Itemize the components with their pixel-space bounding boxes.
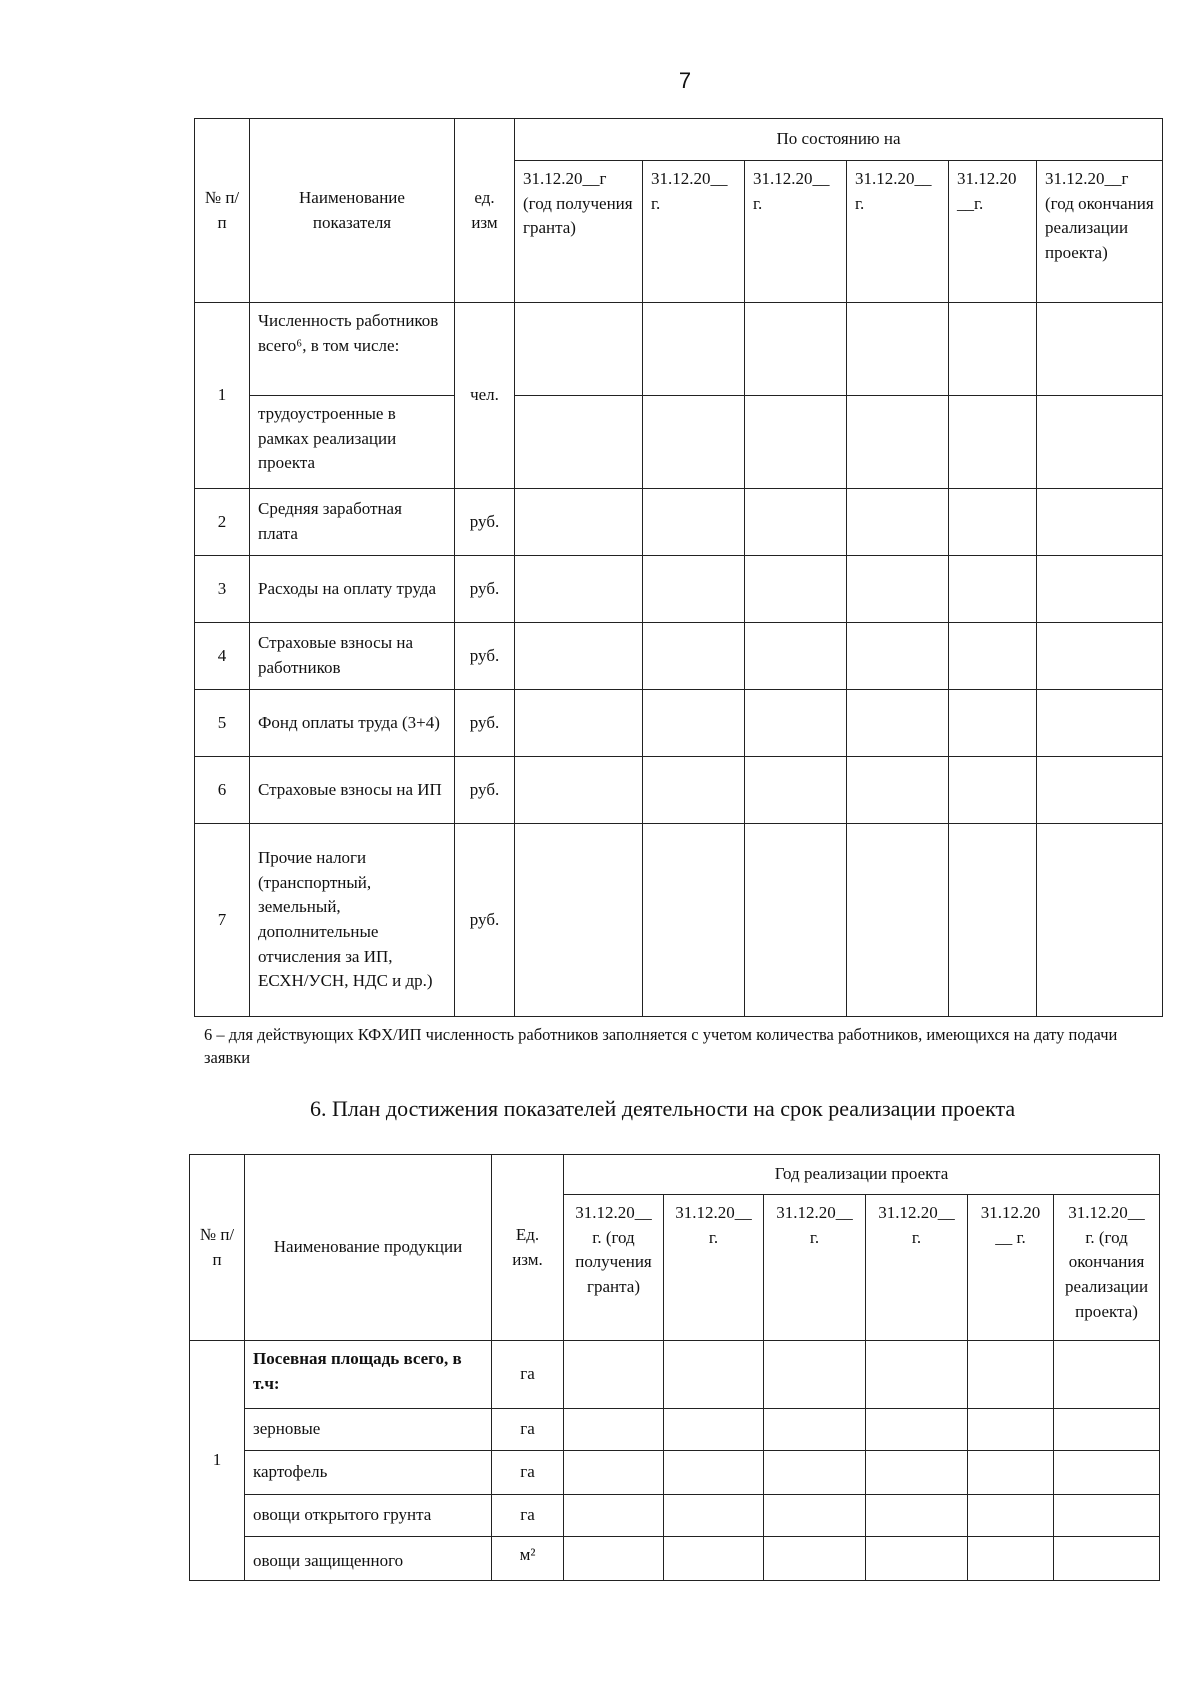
- value-cell[interactable]: [1054, 1495, 1160, 1537]
- value-cell[interactable]: [1054, 1341, 1160, 1409]
- header-project-year: Год реализации проекта: [564, 1155, 1160, 1195]
- value-cell[interactable]: [664, 1495, 764, 1537]
- value-cell[interactable]: [847, 556, 949, 623]
- row-num: 5: [195, 690, 250, 757]
- value-cell[interactable]: [949, 489, 1037, 556]
- value-cell[interactable]: [564, 1409, 664, 1451]
- production-plan-table: [189, 1154, 1160, 1581]
- value-cell[interactable]: [1054, 1537, 1160, 1581]
- row-name: Прочие налоги (транспортный, земельный, дополнительные отчисления за ИП, ЕСХН/УСН, НДС и др.): [250, 824, 455, 1017]
- value-cell[interactable]: [643, 489, 745, 556]
- value-cell[interactable]: [866, 1341, 968, 1409]
- section-heading: 6. План достижения показателей деятельности на срок реализации проекта: [310, 1096, 1016, 1121]
- value-cell[interactable]: [764, 1537, 866, 1581]
- table-row: [190, 1495, 1160, 1537]
- value-cell[interactable]: [515, 303, 643, 396]
- table-row: [195, 556, 1163, 623]
- workforce-indicators-table: [194, 118, 1163, 1017]
- value-cell[interactable]: [1037, 303, 1163, 396]
- value-cell[interactable]: [664, 1537, 764, 1581]
- footnote: 6 – для действующих КФХ/ИП численность работников заполняется с учетом количества работников, имеющихся на дату подачи заявки: [204, 1025, 1118, 1068]
- row-name: Численность работников всего⁶, в том числе:: [250, 303, 455, 396]
- value-cell[interactable]: [1054, 1451, 1160, 1495]
- value-cell[interactable]: [515, 757, 643, 824]
- value-cell[interactable]: [866, 1537, 968, 1581]
- value-cell[interactable]: [1037, 690, 1163, 757]
- value-cell[interactable]: [968, 1409, 1054, 1451]
- header-as-of: По состоянию на: [515, 119, 1163, 161]
- value-cell[interactable]: [866, 1495, 968, 1537]
- value-cell[interactable]: [1037, 556, 1163, 623]
- value-cell[interactable]: [764, 1341, 866, 1409]
- table-row: [190, 1341, 1160, 1409]
- value-cell[interactable]: [745, 303, 847, 396]
- value-cell[interactable]: [745, 690, 847, 757]
- header-date-5: 31.12.20 __г.: [949, 161, 1037, 303]
- row-unit: руб.: [455, 824, 515, 1017]
- value-cell[interactable]: [847, 757, 949, 824]
- value-cell[interactable]: [564, 1537, 664, 1581]
- value-cell[interactable]: [866, 1451, 968, 1495]
- value-cell[interactable]: [968, 1341, 1054, 1409]
- value-cell[interactable]: [764, 1495, 866, 1537]
- row-unit: руб.: [455, 489, 515, 556]
- header-date-5: 31.12.20 __ г.: [968, 1195, 1054, 1341]
- value-cell[interactable]: [745, 489, 847, 556]
- row-num: 6: [195, 757, 250, 824]
- value-cell[interactable]: [643, 623, 745, 690]
- header-date-2: 31.12.20__ г.: [664, 1195, 764, 1341]
- table-row: [190, 1451, 1160, 1495]
- table-row: [195, 824, 1163, 1017]
- header-num: № п/п: [190, 1155, 245, 1341]
- value-cell[interactable]: [949, 396, 1037, 489]
- header-date-3: 31.12.20__ г.: [764, 1195, 866, 1341]
- row-unit: га: [492, 1451, 564, 1495]
- value-cell[interactable]: [515, 489, 643, 556]
- row-name: картофель: [245, 1451, 492, 1495]
- row-name: Страховые взносы на ИП: [250, 757, 455, 824]
- table-row: [190, 1537, 1160, 1581]
- value-cell[interactable]: [1037, 757, 1163, 824]
- header-date-1: 31.12.20__г (год получения гранта): [515, 161, 643, 303]
- header-date-2: 31.12.20__ г.: [643, 161, 745, 303]
- row-name: Посевная площадь всего, в т.ч:: [245, 1341, 492, 1409]
- value-cell[interactable]: [847, 690, 949, 757]
- header-date-4: 31.12.20__ г.: [847, 161, 949, 303]
- table-row: [195, 757, 1163, 824]
- value-cell[interactable]: [564, 1495, 664, 1537]
- header-date-6: 31.12.20__г (год окончания реализации проекта): [1037, 161, 1163, 303]
- header-date-3: 31.12.20__ г.: [745, 161, 847, 303]
- row-num: 1: [190, 1341, 245, 1581]
- value-cell[interactable]: [949, 303, 1037, 396]
- row-num: 7: [195, 824, 250, 1017]
- value-cell[interactable]: [515, 556, 643, 623]
- row-subname: трудоустроенные в рамках реализации проекта: [250, 396, 455, 489]
- value-cell[interactable]: [1054, 1409, 1160, 1451]
- value-cell[interactable]: [847, 396, 949, 489]
- value-cell[interactable]: [949, 757, 1037, 824]
- value-cell[interactable]: [515, 824, 643, 1017]
- value-cell[interactable]: [643, 690, 745, 757]
- value-cell[interactable]: [664, 1409, 764, 1451]
- value-cell[interactable]: [564, 1451, 664, 1495]
- row-num: 2: [195, 489, 250, 556]
- row-unit: руб.: [455, 757, 515, 824]
- value-cell[interactable]: [643, 824, 745, 1017]
- table-row: [195, 396, 1163, 489]
- header-date-4: 31.12.20__ г.: [866, 1195, 968, 1341]
- row-name: Фонд оплаты труда (3+4): [250, 690, 455, 757]
- header-indicator-name: Наименование показателя: [250, 119, 455, 303]
- row-name: Средняя заработная плата: [250, 489, 455, 556]
- header-unit: ед. изм: [455, 119, 515, 303]
- value-cell[interactable]: [764, 1451, 866, 1495]
- value-cell[interactable]: [968, 1537, 1054, 1581]
- table-row: [195, 303, 1163, 396]
- row-name: овощи открытого грунта: [245, 1495, 492, 1537]
- header-unit: Ед. изм.: [492, 1155, 564, 1341]
- value-cell[interactable]: [664, 1341, 764, 1409]
- page-number: 7: [678, 68, 692, 93]
- row-unit: м²: [492, 1537, 564, 1581]
- value-cell[interactable]: [949, 623, 1037, 690]
- row-unit: руб.: [455, 623, 515, 690]
- value-cell[interactable]: [847, 303, 949, 396]
- value-cell[interactable]: [949, 556, 1037, 623]
- header-num: № п/п: [195, 119, 250, 303]
- row-name: Расходы на оплату труда: [250, 556, 455, 623]
- table-row: [195, 623, 1163, 690]
- table-row: [190, 1409, 1160, 1451]
- value-cell[interactable]: [847, 489, 949, 556]
- row-unit: руб.: [455, 556, 515, 623]
- value-cell[interactable]: [664, 1451, 764, 1495]
- value-cell[interactable]: [515, 623, 643, 690]
- value-cell[interactable]: [643, 396, 745, 489]
- header-product-name: Наименование продукции: [245, 1155, 492, 1341]
- row-num: 4: [195, 623, 250, 690]
- value-cell[interactable]: [745, 824, 847, 1017]
- value-cell[interactable]: [745, 757, 847, 824]
- value-cell[interactable]: [1037, 489, 1163, 556]
- value-cell[interactable]: [968, 1495, 1054, 1537]
- row-name: овощи защищенного: [245, 1537, 492, 1581]
- value-cell[interactable]: [745, 396, 847, 489]
- row-unit: га: [492, 1341, 564, 1409]
- value-cell[interactable]: [968, 1451, 1054, 1495]
- value-cell[interactable]: [1037, 824, 1163, 1017]
- row-name: зерновые: [245, 1409, 492, 1451]
- value-cell[interactable]: [643, 556, 745, 623]
- value-cell[interactable]: [745, 623, 847, 690]
- value-cell[interactable]: [643, 757, 745, 824]
- value-cell[interactable]: [515, 396, 643, 489]
- value-cell[interactable]: [949, 690, 1037, 757]
- value-cell[interactable]: [949, 824, 1037, 1017]
- table-row: [195, 690, 1163, 757]
- row-name: Страховые взносы на работников: [250, 623, 455, 690]
- value-cell[interactable]: [564, 1341, 664, 1409]
- value-cell[interactable]: [866, 1409, 968, 1451]
- value-cell[interactable]: [1037, 396, 1163, 489]
- value-cell[interactable]: [764, 1409, 866, 1451]
- table-row: [195, 489, 1163, 556]
- row-unit: чел.: [455, 303, 515, 489]
- value-cell[interactable]: [643, 303, 745, 396]
- row-unit: га: [492, 1495, 564, 1537]
- value-cell[interactable]: [515, 690, 643, 757]
- row-num: 1: [195, 303, 250, 489]
- row-num: 3: [195, 556, 250, 623]
- row-unit: га: [492, 1409, 564, 1451]
- value-cell[interactable]: [1037, 623, 1163, 690]
- row-unit: руб.: [455, 690, 515, 757]
- header-date-6: 31.12.20__ г. (год окончания реализации проекта): [1054, 1195, 1160, 1341]
- value-cell[interactable]: [847, 824, 949, 1017]
- header-date-1: 31.12.20__ г. (год получения гранта): [564, 1195, 664, 1341]
- value-cell[interactable]: [745, 556, 847, 623]
- value-cell[interactable]: [847, 623, 949, 690]
